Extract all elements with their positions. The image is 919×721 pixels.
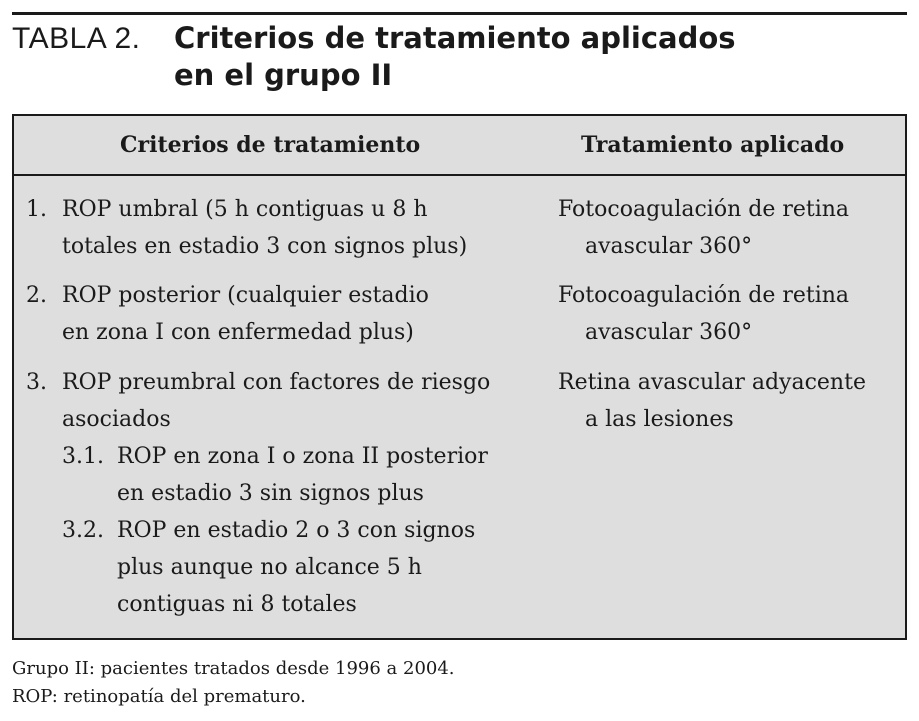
- subitem-3-2: [26, 512, 546, 549]
- header-divider: [14, 174, 905, 176]
- subitem-3-2-line-3: contiguas ni 8 totales: [117, 592, 357, 617]
- row-2-criteria: [26, 277, 546, 351]
- row-2-criteria-line-2: en zona I con enfermedad plus): [62, 320, 414, 345]
- criteria-table: [12, 114, 907, 640]
- table-header-row: [14, 116, 905, 174]
- table-title: [12, 20, 907, 94]
- top-rule: [12, 12, 907, 15]
- row-3-criteria: [26, 364, 546, 623]
- row-1-treatment-line-2: avascular 360°: [585, 234, 753, 259]
- header-criteria: Criterios de tratamiento: [120, 132, 421, 158]
- row-2-treatment: [558, 277, 903, 351]
- row-3-number: 3.: [26, 370, 47, 395]
- row-3-treatment-line-1: Retina avascular adyacente: [558, 370, 866, 395]
- row-3-treatment-line-2: a las lesiones: [585, 407, 734, 432]
- row-3-criteria-line-1: ROP preumbral con factores de riesgo: [62, 370, 491, 395]
- subitem-3-2-line-1: ROP en estadio 2 o 3 con signos: [117, 518, 476, 543]
- row-1-criteria-line-1: ROP umbral (5 h contiguas u 8 h: [62, 197, 428, 222]
- footnote-group: Grupo II: pacientes tratados desde 1996 a 2004.: [12, 658, 455, 679]
- header-treatment: Tratamiento aplicado: [581, 132, 845, 158]
- subitem-3-1-number: 3.1.: [62, 444, 104, 469]
- row-1-criteria: [26, 191, 546, 265]
- row-1-treatment-line-1: Fotocoagulación de retina: [558, 197, 850, 222]
- row-2-number: 2.: [26, 283, 47, 308]
- row-1-treatment: [558, 191, 903, 265]
- footnote-rop: ROP: retinopatía del prematuro.: [12, 686, 306, 707]
- row-2-treatment-line-2: avascular 360°: [585, 320, 753, 345]
- row-3-criteria-line-2: asociados: [62, 407, 171, 432]
- subitem-3-1-line-2: en estadio 3 sin signos plus: [117, 481, 424, 506]
- row-1-criteria-line-2: totales en estadio 3 con signos plus): [62, 234, 468, 259]
- table-footnotes: [12, 655, 455, 711]
- subitem-3-2-number: 3.2.: [62, 518, 104, 543]
- table-title-line-2: en el grupo II: [174, 58, 393, 92]
- table-label: TABLA 2.: [12, 22, 141, 55]
- row-1-number: 1.: [26, 197, 47, 222]
- subitem-3-1-line-1: ROP en zona I o zona II posterior: [117, 444, 488, 469]
- table-title-line-1: Criterios de tratamiento aplicados: [174, 21, 736, 55]
- row-2-criteria-line-1: ROP posterior (cualquier estadio: [62, 283, 429, 308]
- subitem-3-1: [26, 438, 546, 475]
- row-2-treatment-line-1: Fotocoagulación de retina: [558, 283, 850, 308]
- row-3-treatment: [558, 364, 903, 438]
- subitem-3-2-line-2: plus aunque no alcance 5 h: [117, 555, 422, 580]
